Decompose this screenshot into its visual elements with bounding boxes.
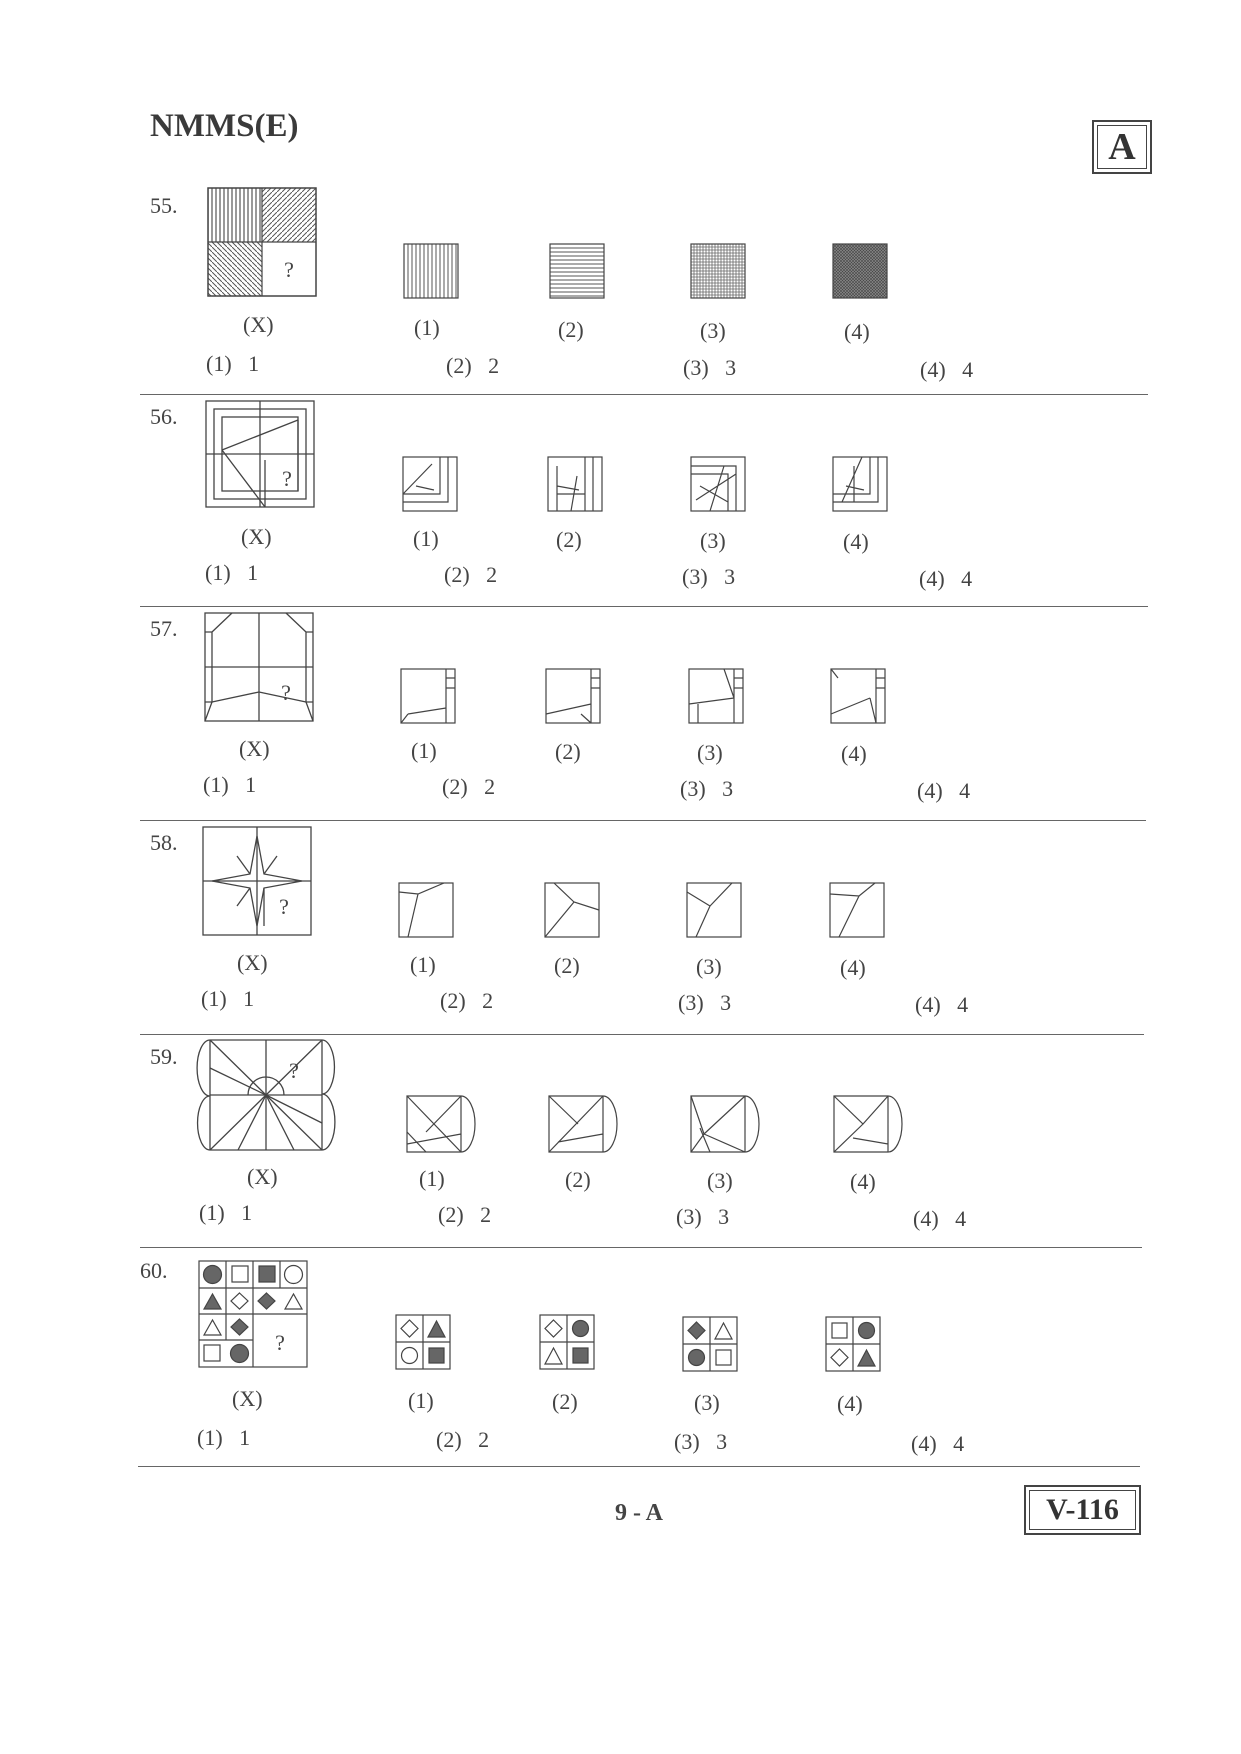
question-59 <box>0 1036 1241 1248</box>
figure-label-x: (X) <box>241 524 272 549</box>
answer-figure-3 <box>688 668 744 724</box>
figure-label-1: (1) <box>413 526 439 551</box>
figure-label-4: (4) <box>843 529 869 554</box>
figure-label-1: (1) <box>414 315 440 340</box>
question-mark: ? <box>275 1330 285 1355</box>
question-mark: ? <box>284 257 294 282</box>
figure-label-x: (X) <box>239 736 270 761</box>
figure-label-4: (4) <box>850 1169 876 1194</box>
figure-label-4: (4) <box>837 1391 863 1416</box>
answer-figure-4 <box>829 882 885 938</box>
figure-label-4: (4) <box>841 741 867 766</box>
figure-label-2: (2) <box>565 1167 591 1192</box>
figure-label-2: (2) <box>555 739 581 764</box>
answer-option-1[interactable]: (1) 1 <box>199 1200 253 1225</box>
answer-figure-2 <box>547 456 603 512</box>
question-58 <box>0 822 1241 1034</box>
question-number: 58. <box>150 830 178 855</box>
answer-option-4[interactable]: (4) 4 <box>917 778 971 803</box>
answer-figure-4 <box>825 1316 881 1372</box>
problem-figure <box>205 400 315 508</box>
answer-figure-2 <box>549 243 605 299</box>
answer-option-2[interactable]: (2) 2 <box>440 988 494 1013</box>
divider <box>140 1247 1142 1248</box>
answer-option-1[interactable]: (1) 1 <box>197 1425 251 1450</box>
figure-label-3: (3) <box>696 954 722 979</box>
figure-label-x: (X) <box>243 312 274 337</box>
figure-label-1: (1) <box>410 952 436 977</box>
answer-option-4[interactable]: (4) 4 <box>919 566 973 591</box>
answer-option-2[interactable]: (2) 2 <box>436 1427 490 1452</box>
answer-option-1[interactable]: (1) 1 <box>205 560 259 585</box>
answer-figure-3 <box>690 1094 762 1154</box>
answer-figure-3 <box>690 456 746 512</box>
answer-figure-2 <box>544 882 600 938</box>
answer-figure-4 <box>832 456 888 512</box>
answer-option-4[interactable]: (4) 4 <box>913 1206 967 1231</box>
problem-figure <box>196 1038 336 1152</box>
answer-option-1[interactable]: (1) 1 <box>203 772 257 797</box>
page-number: 9 - A <box>615 1500 663 1526</box>
figure-label-4: (4) <box>844 319 870 344</box>
figure-label-3: (3) <box>694 1390 720 1415</box>
divider <box>138 1466 1140 1467</box>
divider <box>140 606 1148 607</box>
question-number: 57. <box>150 616 178 641</box>
figure-label-3: (3) <box>700 528 726 553</box>
answer-figure-1 <box>398 882 454 938</box>
problem-figure <box>204 612 314 722</box>
answer-figure-2 <box>548 1094 620 1154</box>
question-mark: ? <box>282 466 292 491</box>
answer-figure-3 <box>686 882 742 938</box>
figure-label-x: (X) <box>237 950 268 975</box>
question-number: 56. <box>150 404 178 429</box>
answer-figure-4 <box>832 243 888 299</box>
answer-figure-1 <box>406 1094 478 1154</box>
answer-option-3[interactable]: (3) 3 <box>683 355 737 380</box>
answer-option-1[interactable]: (1) 1 <box>201 986 255 1011</box>
answer-figure-2 <box>545 668 601 724</box>
answer-figure-2 <box>539 1314 595 1370</box>
answer-option-2[interactable]: (2) 2 <box>438 1202 492 1227</box>
answer-option-2[interactable]: (2) 2 <box>442 774 496 799</box>
answer-figure-1 <box>400 668 456 724</box>
question-mark: ? <box>281 680 291 705</box>
answer-option-4[interactable]: (4) 4 <box>920 357 974 382</box>
question-60 <box>0 1250 1241 1462</box>
question-55 <box>0 185 1241 397</box>
figure-label-1: (1) <box>411 738 437 763</box>
answer-option-4[interactable]: (4) 4 <box>915 992 969 1017</box>
set-code-badge: A <box>1092 120 1152 174</box>
figure-label-2: (2) <box>552 1389 578 1414</box>
problem-figure <box>198 1260 308 1368</box>
answer-option-3[interactable]: (3) 3 <box>680 776 734 801</box>
question-number: 60. <box>140 1258 168 1283</box>
figure-label-2: (2) <box>558 317 584 342</box>
question-57 <box>0 608 1241 820</box>
figure-label-3: (3) <box>707 1168 733 1193</box>
answer-option-4[interactable]: (4) 4 <box>911 1431 965 1456</box>
figure-label-x: (X) <box>232 1386 263 1411</box>
question-56 <box>0 396 1241 608</box>
question-number: 55. <box>150 193 178 218</box>
divider <box>140 1034 1144 1035</box>
question-mark: ? <box>289 1058 299 1083</box>
divider <box>140 820 1146 821</box>
answer-figure-4 <box>833 1094 905 1154</box>
answer-option-2[interactable]: (2) 2 <box>446 353 500 378</box>
problem-figure <box>202 826 312 936</box>
figure-label-1: (1) <box>408 1388 434 1413</box>
question-number: 59. <box>150 1044 178 1069</box>
answer-option-3[interactable]: (3) 3 <box>674 1429 728 1454</box>
answer-figure-1 <box>395 1314 451 1370</box>
answer-option-3[interactable]: (3) 3 <box>678 990 732 1015</box>
figure-label-3: (3) <box>697 740 723 765</box>
answer-option-3[interactable]: (3) 3 <box>682 564 736 589</box>
answer-figure-4 <box>830 668 886 724</box>
divider <box>140 394 1148 395</box>
answer-figure-3 <box>682 1316 738 1372</box>
figure-label-2: (2) <box>556 527 582 552</box>
answer-figure-1 <box>402 456 458 512</box>
answer-option-1[interactable]: (1) 1 <box>206 351 260 376</box>
answer-option-2[interactable]: (2) 2 <box>444 562 498 587</box>
figure-label-4: (4) <box>840 955 866 980</box>
figure-label-x: (X) <box>247 1164 278 1189</box>
booklet-code-badge: V-116 <box>1024 1485 1141 1535</box>
answer-figure-1 <box>403 243 459 299</box>
question-mark: ? <box>279 894 289 919</box>
answer-figure-3 <box>690 243 746 299</box>
problem-figure <box>207 187 317 297</box>
figure-label-3: (3) <box>700 318 726 343</box>
answer-option-3[interactable]: (3) 3 <box>676 1204 730 1229</box>
figure-label-1: (1) <box>419 1166 445 1191</box>
page-title: NMMS(E) <box>150 108 299 144</box>
figure-label-2: (2) <box>554 953 580 978</box>
